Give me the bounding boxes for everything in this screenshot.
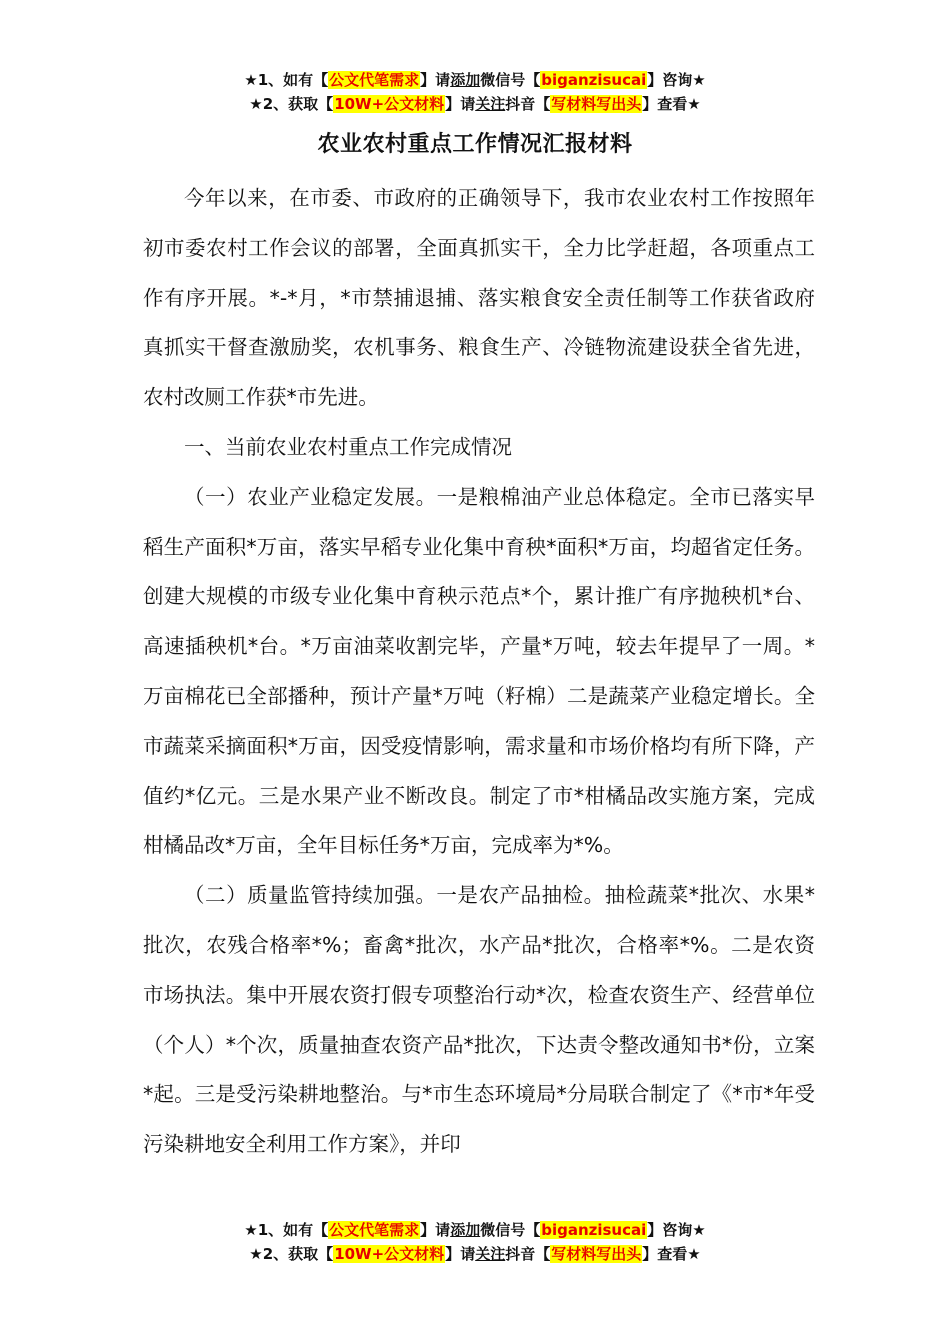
header-banner bbox=[0, 68, 950, 116]
footer-banner bbox=[0, 1218, 950, 1266]
document-body bbox=[143, 174, 815, 1170]
highlight-wechat-id: biganzisucai bbox=[541, 1221, 647, 1239]
paragraph-intro: 今年以来，在市委、市政府的正确领导下，我市农业农村工作按照年初市委农村工作会议的部署，全面真抓实干，全力比学赶超，各项重点工作有序开展。*-*月，*市禁捕退捕、落实粮食安全责任制等工作获省政府真抓实干督查激励奖，农机事务、粮食生产、冷链物流建设获全省先进，农村改厕工作获*市先进。 bbox=[143, 186, 815, 410]
banner-line-2: ★2、获取【10W+公文材料】请关注抖音【写材料写出头】查看★ bbox=[249, 1245, 701, 1263]
highlight-materials: 10W+公文材料 bbox=[334, 95, 445, 113]
paragraph-agriculture: （一）农业产业稳定发展。一是粮棉油产业总体稳定。全市已落实早稻生产面积*万亩，落实早稻专业化集中育秧*面积*万亩，均超省定任务。创建大规模的市级专业化集中育秧示范点*个，累计推广有序抛秧机*台、高速插秧机*台。*万亩油菜收割完毕，产量*万吨，较去年提早了一周。*万亩棉花已全部播种，预计产量*万吨（籽棉）二是蔬菜产业稳定增长。全市蔬菜采摘面积*万亩，因受疫情影响，需求量和市场价格均有所下降，产值约*亿元。三是水果产业不断改良。制定了市*柑橘品改实施方案，完成柑橘品改*万亩，全年目标任务*万亩，完成率为*%。 bbox=[143, 484, 815, 858]
highlight-douyin: 写材料写出头 bbox=[551, 1245, 642, 1263]
highlight-wechat-id: biganzisucai bbox=[541, 71, 647, 89]
highlight-service: 公文代笔需求 bbox=[329, 71, 420, 89]
section-heading-1: 一、当前农业农村重点工作完成情况 bbox=[184, 434, 512, 459]
highlight-douyin: 写材料写出头 bbox=[551, 95, 642, 113]
document-title: 农业农村重点工作情况汇报材料 bbox=[317, 132, 633, 157]
highlight-service: 公文代笔需求 bbox=[329, 1221, 420, 1239]
banner-line-1: ★1、如有【公文代笔需求】请添加微信号【biganzisucai】咨询★ bbox=[244, 71, 706, 89]
banner-line-2: ★2、获取【10W+公文材料】请关注抖音【写材料写出头】查看★ bbox=[249, 95, 701, 113]
highlight-materials: 10W+公文材料 bbox=[334, 1245, 445, 1263]
paragraph-quality: （二）质量监管持续加强。一是农产品抽检。抽检蔬菜*批次、水果*批次，农残合格率*%；畜禽*批次，水产品*批次，合格率*%。二是农资市场执法。集中开展农资打假专项整治行动*次，检查农资生产、经营单位（个人）*个次，质量抽查农资产品*批次，下达责令整改通知书*份，立案*起。三是受污染耕地整治。与*市生态环境局*分局联合制定了《*市*年受污染耕地安全利用工作方案》，并印 bbox=[143, 883, 815, 1157]
banner-line-1: ★1、如有【公文代笔需求】请添加微信号【biganzisucai】咨询★ bbox=[244, 1221, 706, 1239]
